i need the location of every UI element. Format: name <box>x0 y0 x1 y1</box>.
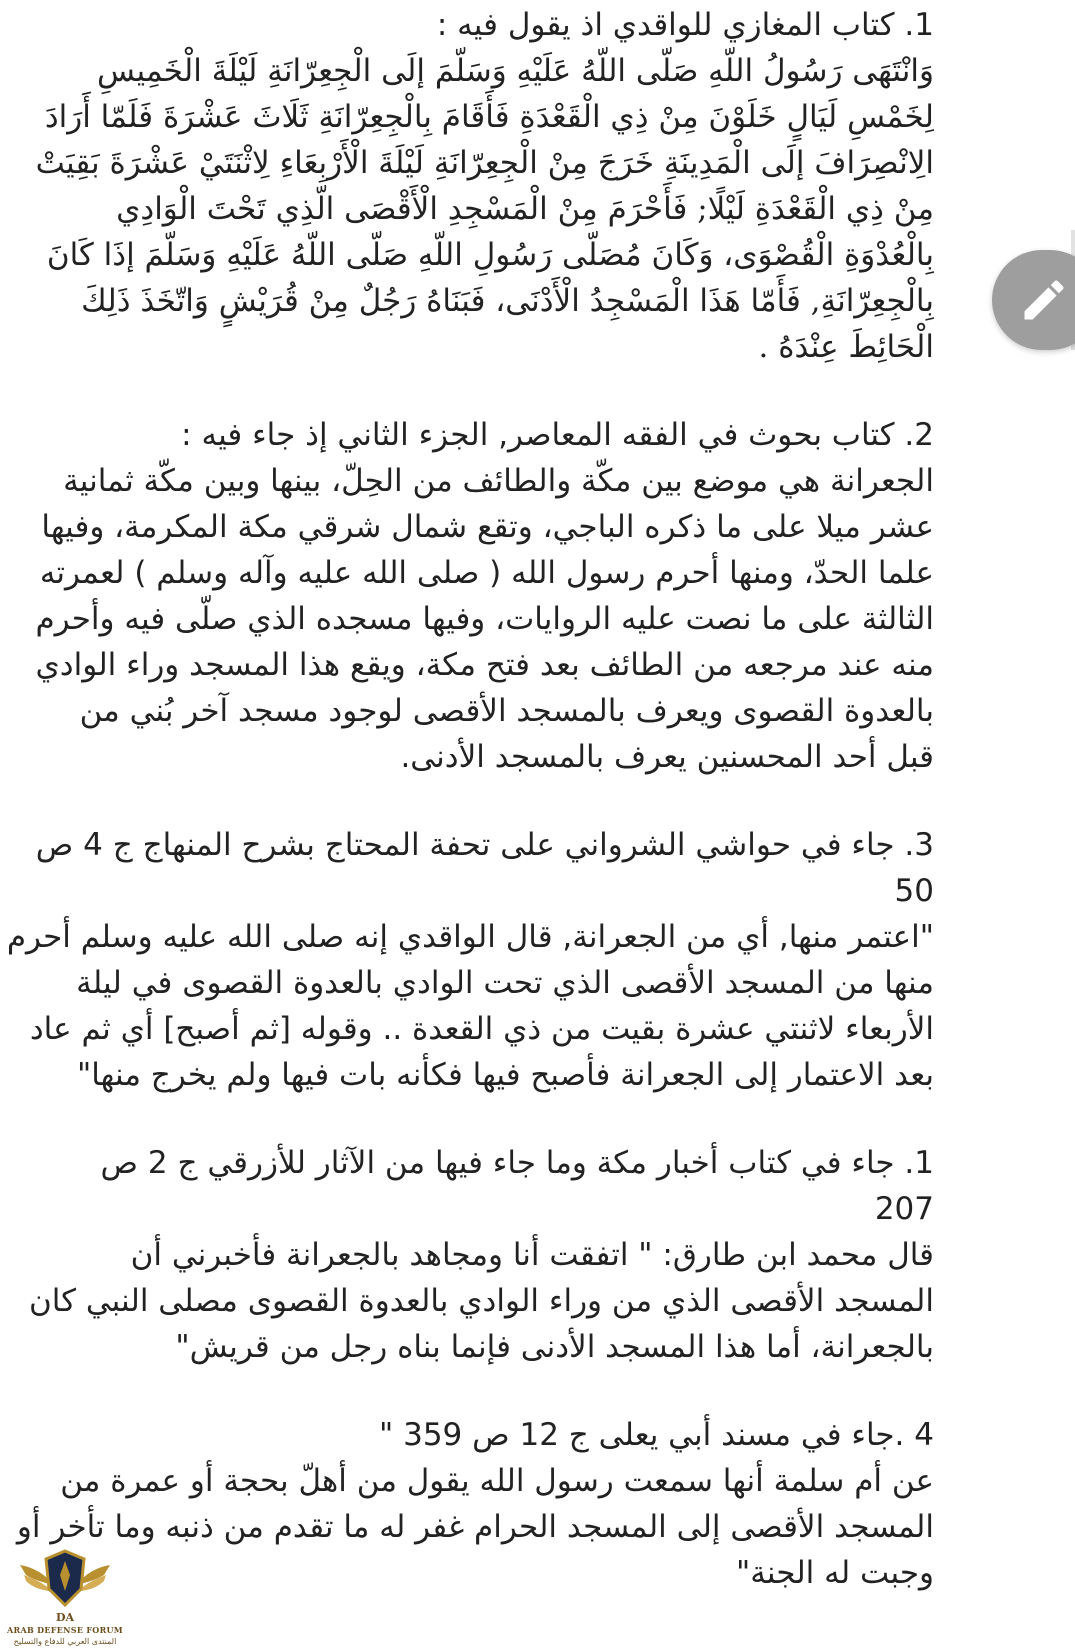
logo-abbreviation: DA <box>55 1611 75 1624</box>
section-heading: 4 .جاء في مسند أبي يعلى ج 12 ص 359 " <box>378 1417 934 1453</box>
section-3 <box>0 822 934 1098</box>
logo-name-arabic: المنتدى العربي للدفاع والتسليح <box>13 1637 117 1646</box>
shield-wings-logo-icon <box>18 1545 112 1621</box>
section-5 <box>0 1412 934 1596</box>
pencil-icon <box>1018 274 1070 326</box>
section-4 <box>0 1140 934 1370</box>
forum-watermark-logo <box>0 1545 130 1652</box>
section-heading: 1. جاء في كتاب أخبار مكة وما جاء فيها من الآثار للأزرقي ج 2 ص 207 <box>100 1145 934 1227</box>
section-body: قال محمد ابن طارق: " اتفقت أنا ومجاهد بالجعرانة فأخبرني أن المسجد الأقصى الذي من وراء الوادي بالعدوة القصوى مصلى النبي كان بالجعرانة، أما هذا المسجد الأدنى فإنما بناه رجل من قريش" <box>29 1237 934 1365</box>
section-body: "اعتمر منها, أي من الجعرانة, قال الواقدي إنه صلى الله عليه وسلم أحرم منها من المسجد الأقصى الذي تحت الوادي بالعدوة القصوى في ليلة الأربعاء لاثنتي عشرة بقيت من ذي القعدة .. وقوله [ثم أصبح] أي ثم عاد بعد الاعتمار إلى الجعرانة فأصبح فيها فكأنه بات فيها ولم يخرج منها" <box>6 919 934 1093</box>
section-2 <box>0 412 934 780</box>
logo-name-english: ARAB DEFENSE FORUM <box>7 1625 123 1635</box>
section-1 <box>0 2 934 370</box>
section-body: عن أم سلمة أنها سمعت رسول الله يقول من أهلّ بحجة أو عمرة من المسجد الأقصى إلى المسجد الحرام غفر له ما تقدم من ذنبه وما تأخر أو وجبت له الجنة" <box>16 1463 934 1591</box>
section-body: الجعرانة هي موضع بين مكّة والطائف من الحِلّ، بينها وبين مكّة ثمانية عشر ميلا على ما ذكره الباجي، وتقع شمال شرقي مكة المكرمة، وفيها علما الحدّ، ومنها أحرم رسول الله ( صلى الله عليه وآله وسلم ) لعمرته الثالثة على ما نصت عليه الروايات، وفيها مسجده الذي صلّى فيه وأحرم منه عند مرجعه من الطائف بعد فتح مكة، ويقع هذا المسجد وراء الوادي بالعدوة القصوى ويعرف بالمسجد الأقصى لوجود مسجد آخر بُني من قبل أحد المحسنين يعرف بالمسجد الأدنى. <box>35 463 934 775</box>
edit-button[interactable] <box>992 250 1075 350</box>
section-heading: 2. كتاب بحوث في الفقه المعاصر, الجزء الثاني إذ جاء فيه : <box>181 417 934 453</box>
section-body: وَانْتَهَى رَسُولُ اللّهِ صَلّى اللّهُ عَلَيْهِ وَسَلّمَ إلَى الْجِعِرّانَةِ لَيْلَةَ الْخَمِيسِ لِخَمْسِ لَيَالٍ خَلَوْنَ مِنْ ذِي الْقَعْدَةِ فَأَقَامَ بِالْجِعِرّانَةِ ثَلَاثَ عَشْرَةَ فَلَمّا أَرَادَ الِانْصِرَافَ إلَى الْمَدِينَةِ خَرَجَ مِنْ الْجِعِرّانَةِ لَيْلَةَ الْأَرْبِعَاءِ لِاثْنَتَيْ عَشْرَةَ بَقِيَتْ مِنْ ذِي الْقَعْدَةِ لَيْلًا; فَأَحْرَمَ مِنْ الْمَسْجِدِ الْأَقْصَى الّذِي تَحْتَ الْوَادِي بِالْعُدْوَةِ الْقُصْوَى، وَكَانَ مُصَلّى رَسُولِ اللّهِ صَلّى اللّهُ عَلَيْهِ وَسَلّمَ إذَا كَانَ بِالْجِعِرّانَةِ, فَأَمّا هَذَا الْمَسْجِدُ الْأَدْنَى، فَبَنَاهُ رَجُلٌ مِنْ قُرَيْشٍ وَاتّخَذَ ذَلِكَ الْحَائِطَ عِنْدَهُ . <box>35 53 934 365</box>
section-heading: 3. جاء في حواشي الشرواني على تحفة المحتاج بشرح المنهاج ج 4 ص 50 <box>35 827 934 909</box>
section-heading: 1. كتاب المغازي للواقدي اذ يقول فيه : <box>436 7 934 43</box>
